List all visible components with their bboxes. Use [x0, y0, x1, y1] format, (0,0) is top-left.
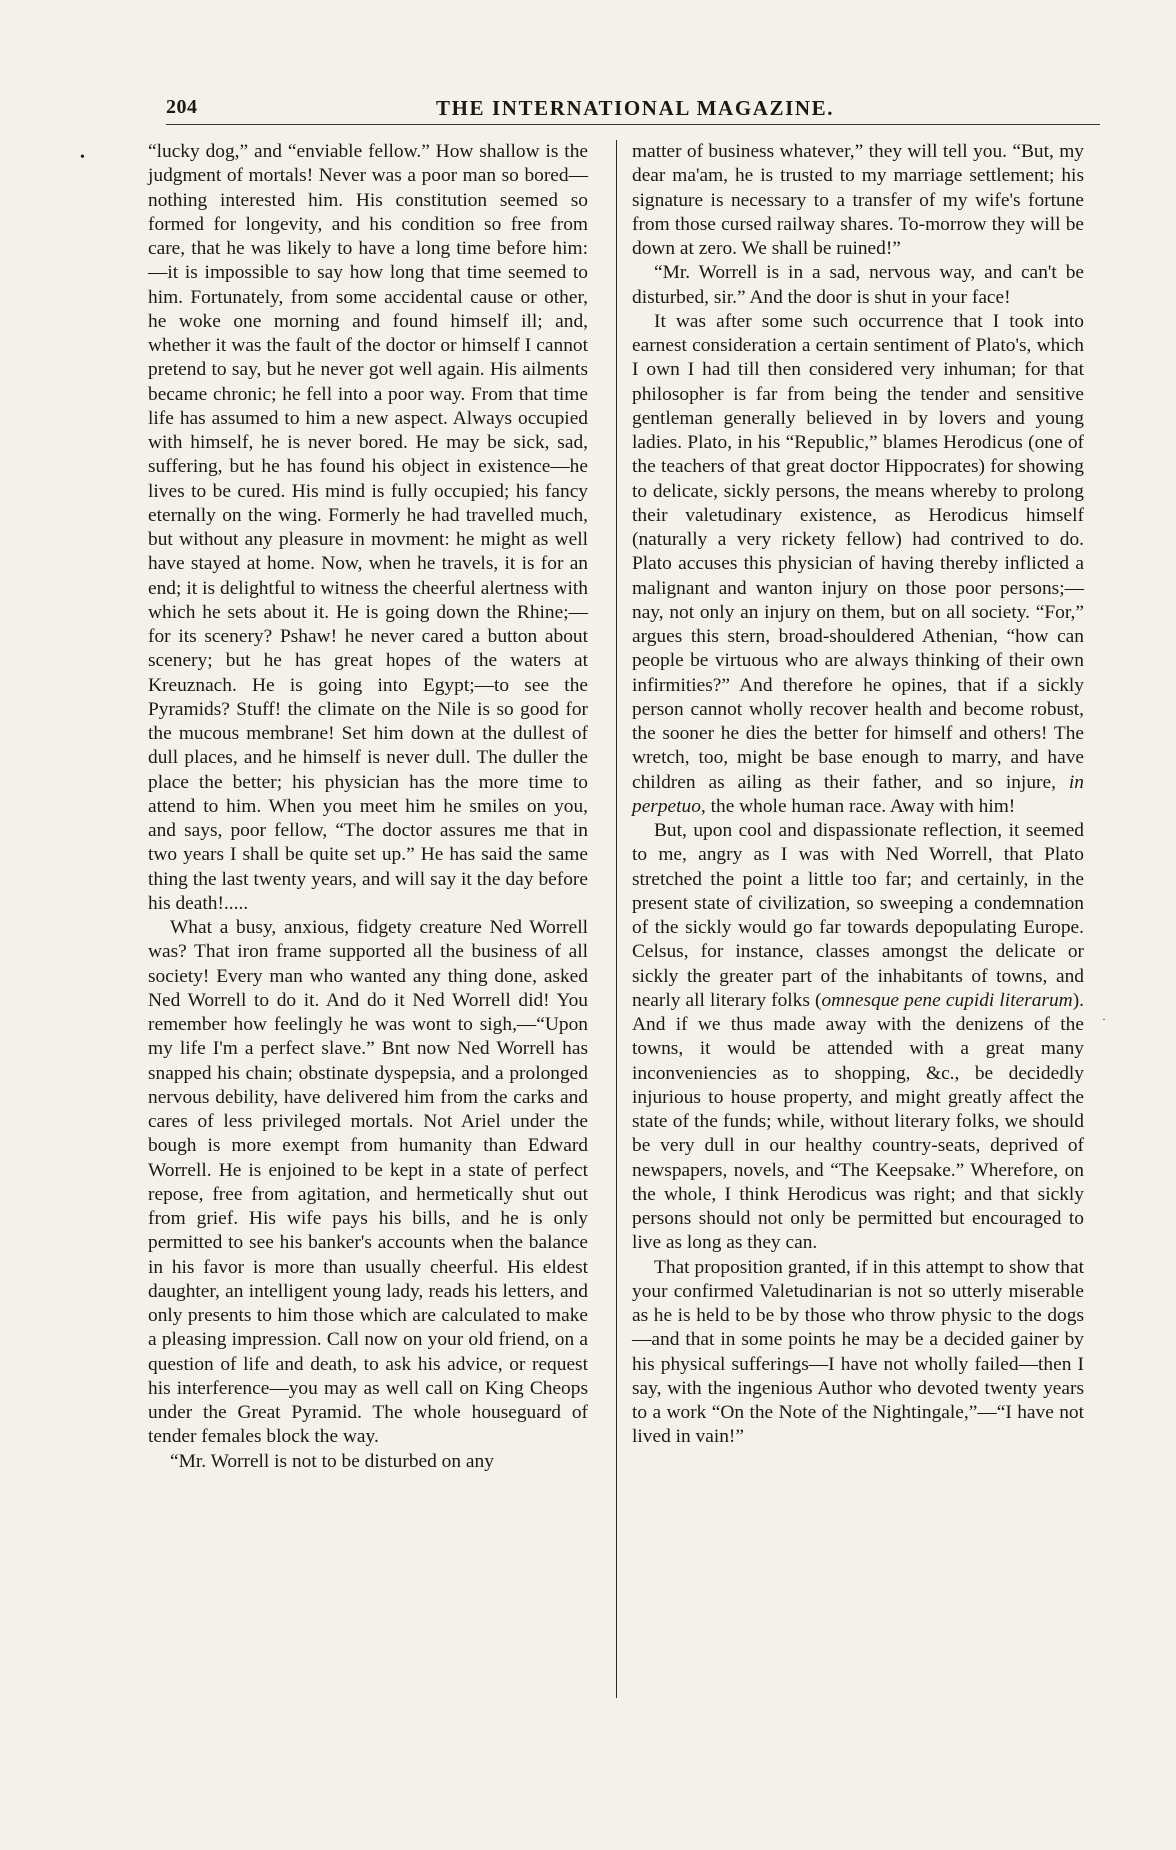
right-paragraph-4-text-a: But, upon cool and dispassionate reflection, it seemed to me, angry as I was with Ned Worrell, that Plato stretched the point a little too far; and certainly, in the present state of civilization, so sweeping a condemnation of the sickly would go far towards depopulating Europe. Celsus, for instance, classes amongst the delicate or sickly the greater part of the inhabitants of towns, and nearly all literary folks ( — [632, 820, 1084, 1011]
left-paragraph-1: “lucky dog,” and “enviable fellow.” How shallow is the judgment of mortals! Never was a poor man so bored—nothing interested him. His constitution seemed so formed for longevity, and his condition so free from care, that he was likely to have a long time before him:—it is impossible to say how long that time seemed to him. Fortunately, from some accidental cause or other, he woke one morning and found himself ill; and, whether it was the fault of the doctor or himself I cannot pretend to say, but he never got well again. His ailments became chronic; he fell into a poor way. From that time life has assumed to him a new aspect. Always occupied with himself, he is never bored. He may be sick, sad, suffering, but he has found his object in existence—he lives to be cured. His mind is fully occupied; his fancy eternally on the wing. Formerly he had travelled much, but without any pleasure in movment: he might as well have stayed at home. Now, when he travels, it is for an end; it is delightful to witness the cheerful alertness with which he sets about it. He is going down the Rhine;—for its scenery? Pshaw! he never cared a button about scenery; but he has great hopes of the waters at Kreuznach. He is going into Egypt;—to see the Pyramids? Stuff! the climate on the Nile is so good for the mucous membrane! Set him down at the dullest of dull places, and he himself is never dull. The duller the place the better; his physician has the more time to attend to him. When you meet him he smiles on you, and says, poor fellow, “The doctor assures me that in two years I shall be quite set up.” He has said the same thing the last twenty years, and will say it the day before his death!..... — [148, 141, 588, 914]
running-head-title: THE INTERNATIONAL MAGAZINE. — [436, 96, 835, 120]
left-paragraph-3: “Mr. Worrell is not to be disturbed on any — [170, 1450, 494, 1472]
left-paragraph-2: What a busy, anxious, fidgety creature Ned Worrell was? That iron frame supported all the business of all society! Every man who wanted any thing done, asked Ned Worrell to do it. And do it Ned Worrell did! You remember how feelingly he was wont to sigh,—“Upon my life I'm a perfect slave.” Bnt now Ned Worrell has snapped his chain; obstinate dyspepsia, and a prolonged nervous debility, have delivered him from the carks and cares of less privileged mortals. Not Ariel under the bough is more exempt from humanity than Edward Worrell. He is enjoined to be kept in a state of perfect repose, free from agitation, and hermetically shut out from grief. His wife pays his bills, and he is only permitted to see his banker's accounts when the balance in his favor is more than usually cheerful. His eldest daughter, an intelligent young lady, reads his letters, and only presents to him those which are calculated to make a pleasing impression. Call now on your old friend, on a question of life and death, to ask his advice, or request his interference—you may as well call on King Cheops under the Great Pyramid. The whole houseguard of tender females block the way. — [148, 917, 588, 1448]
margin-bullet-mark: • — [80, 150, 85, 165]
right-paragraph-3-text-b: the whole human race. Away with him! — [705, 795, 1016, 817]
right-paragraph-4 — [632, 819, 1084, 1256]
right-paragraph-4-latin: omnesque pene cupidi literarum — [821, 989, 1073, 1011]
left-column — [148, 140, 588, 1474]
right-paragraph-3-text-a: It was after some such occurrence that I took into earnest consideration a certain sentiment of Plato's, which I own I had till then considered very inhuman; for that philosopher is far from being the tender and sensitive gentleman generally believed in by lovers and young ladies. Plato, in his “Republic,” blames Herodicus (one of the teachers of that great doctor Hippocrates) for showing to delicate, sickly persons, the means whereby to prolong their valetudinary existence, as Herodicus himself (naturally a very rickety fellow) had contrived to do. Plato accuses this physician of having thereby inflicted a malignant and wanton injury on those poor persons;—nay, not only an injury on them, but on all society. “For,” argues this stern, broad-shouldered Athenian, “how can people be virtuous who are always thinking of their own infirmities?” And therefore he opines, that if a sickly person cannot wholly recover health and become robust, the sooner he dies the better for himself and others! The wretch, too, might be base enough to marry, and have children as ailing as their father, and so injure, — [632, 310, 1084, 793]
header-rule — [166, 124, 1100, 125]
page-header — [166, 96, 1100, 124]
right-paragraph-5: That proposition granted, if in this attempt to show that your confirmed Valetudinarian is not so utterly miserable as he is held to be by those who throw physic to the dogs—and that in some points he may be a decided gainer by his physical sufferings—I have not wholly failed—then I say, with the ingenious Author who devoted twenty years to a work “On the Note of the Nightingale,”—“I have not lived in vain!” — [632, 1256, 1084, 1448]
right-paragraph-1: matter of business whatever,” they will tell you. “But, my dear ma'am, he is trusted to my marriage settlement; his signature is necessary to a transfer of my wife's fortune from those cursed railway shares. To-morrow they will be down at zero. We shall be ruined!” — [632, 141, 1084, 259]
page-number: 204 — [166, 96, 198, 118]
right-paragraph-3 — [632, 310, 1084, 819]
column-divider — [616, 140, 617, 1698]
margin-dot-mark: · — [1102, 1012, 1106, 1026]
right-paragraph-4-text-b: ). And if we thus made away with the denizens of the towns, it would be attended with a great many inconveniencies as to shopping, &c., be decidedly injurious to house property, and might greatly affect the state of the funds; while, without literary folks, we should be very dull in our healthy country-seats, deprived of newspapers, novels, and “The Keepsake.” Wherefore, on the whole, I think Herodicus was right; and that sickly persons should not only be permitted but encouraged to live as long as they can. — [632, 989, 1084, 1254]
right-column — [632, 140, 1084, 1450]
right-paragraph-2: “Mr. Worrell is in a sad, nervous way, and can't be disturbed, sir.” And the door is shut in your face! — [632, 262, 1084, 308]
right-paragraph-3-latin: in perpetuo, — [632, 771, 1084, 817]
